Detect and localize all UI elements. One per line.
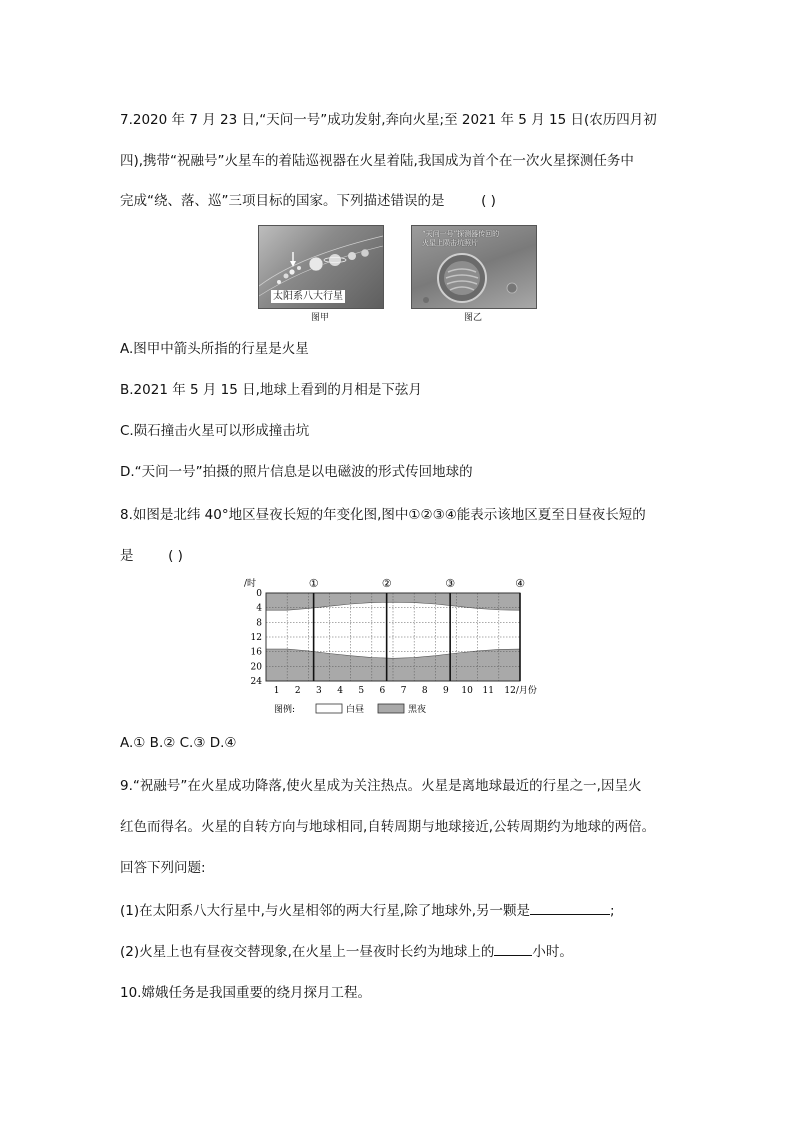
q7-option-a: A.图甲中箭头所指的行星是火星: [120, 341, 309, 357]
q7-option-b: B.2021 年 5 月 15 日,地球上看到的月相是下弦月: [120, 382, 422, 398]
q7-line-2: 四),携带“祝融号”火星车的着陆巡视器在火星着陆,我国成为首个在一次火星探测任务中: [120, 153, 634, 169]
q8-line-1: 8.如图是北纬 40°地区昼夜长短的年变化图,图中①②③④能表示该地区夏至日昼夜长短的: [120, 507, 646, 523]
y-tick-label: 8: [256, 618, 262, 629]
q10-line-1: 10.嫦娥任务是我国重要的绕月探月工程。: [120, 985, 371, 1001]
q9-line-3: 回答下列问题:: [120, 860, 206, 876]
q7-stem-end: 完成“绕、落、巡”三项目标的国家。下列描述错误的是: [120, 193, 445, 209]
q9-sub-2: [120, 941, 573, 961]
marker-label: ②: [381, 577, 392, 590]
q9-sub-2-text: (2)火星上也有昼夜交替现象,在火星上一昼夜时长约为地球上的: [120, 944, 495, 960]
x-tick-label: 11: [482, 686, 494, 696]
x-tick-label: 3: [316, 686, 322, 696]
q9-sub-1-text: (1)在太阳系八大行星中,与火星相邻的两大行星,除了地球外,另一颗是: [120, 903, 530, 919]
legend-prefix: 图例:: [274, 705, 296, 715]
q7-line-1: 7.2020 年 7 月 23 日,“天问一号”成功发射,奔向火星;至 2021 年 5 月 15 日(农历四月初: [120, 112, 657, 128]
figure-a-caption: 图甲: [310, 313, 329, 323]
y-tick-label: 24: [250, 677, 262, 687]
legend-night-label: 黑夜: [408, 705, 427, 715]
x-tick-label: 2: [294, 686, 301, 696]
y-tick-label: 0: [256, 589, 262, 599]
x-tick-label: 5: [358, 686, 365, 696]
x-tick-label: 10: [461, 686, 473, 696]
y-tick-label: 20: [250, 662, 262, 673]
q9-sub-2-end: 小时。: [532, 944, 573, 960]
figure-b-label-line-1: “天问一号”探测器传回的: [422, 230, 500, 238]
legend-day-swatch: [316, 704, 342, 713]
q7-answer-paren: ( ): [481, 193, 496, 209]
legend-night-swatch: [378, 704, 404, 713]
q9-sub-2-blank[interactable]: [494, 941, 532, 956]
marker-label: ①: [308, 577, 319, 590]
day-night-chart: [238, 573, 568, 723]
q9-sub-1-end: ;: [610, 903, 615, 919]
q7-option-d: D.“天问一号”拍摄的照片信息是以电磁波的形式传回地球的: [120, 464, 473, 480]
marker-label: ④: [515, 577, 525, 590]
y-tick-label: 12: [250, 633, 262, 643]
figure-b-label: [422, 230, 499, 248]
x-tick-label: 6: [379, 686, 386, 696]
y-axis-label: /时: [244, 579, 257, 589]
figure-b-caption: 图乙: [463, 313, 482, 323]
x-tick-label: 12/月份: [504, 686, 537, 696]
x-tick-label: 4: [337, 686, 343, 696]
q8-line-2: [120, 547, 183, 565]
q8-stem-end: 是: [120, 548, 134, 564]
x-tick-label: 7: [400, 686, 407, 696]
q7-option-c: C.陨石撞击火星可以形成撞击坑: [120, 423, 310, 439]
q9-line-2: 红色而得名。火星的自转方向与地球相同,自转周期与地球接近,公转周期约为地球的两倍。: [120, 819, 656, 835]
figure-b-crater: [411, 225, 537, 309]
marker-label: ③: [445, 577, 456, 590]
q9-line-1: 9.“祝融号”在火星成功降落,使火星成为关注热点。火星是离地球最近的行星之一,因呈火: [120, 778, 642, 794]
x-tick-label: 9: [443, 686, 449, 696]
x-tick-label: 1: [273, 686, 280, 696]
figure-a-solar-system: [258, 225, 384, 309]
x-tick-label: 8: [421, 686, 428, 696]
legend-day-label: 白昼: [346, 705, 365, 715]
q8-options: A.① B.② C.③ D.④: [120, 735, 237, 751]
q9-sub-1-blank[interactable]: [530, 900, 610, 915]
figure-b-label-line-2: 火星上陨击坑照片: [422, 239, 478, 247]
y-tick-label: 4: [256, 603, 262, 614]
q9-sub-1: [120, 900, 615, 920]
q7-line-3: [120, 192, 496, 210]
q8-answer-paren: ( ): [168, 548, 183, 564]
figure-a-label: 太阳系八大行星: [273, 291, 343, 302]
y-tick-label: 16: [250, 647, 262, 658]
